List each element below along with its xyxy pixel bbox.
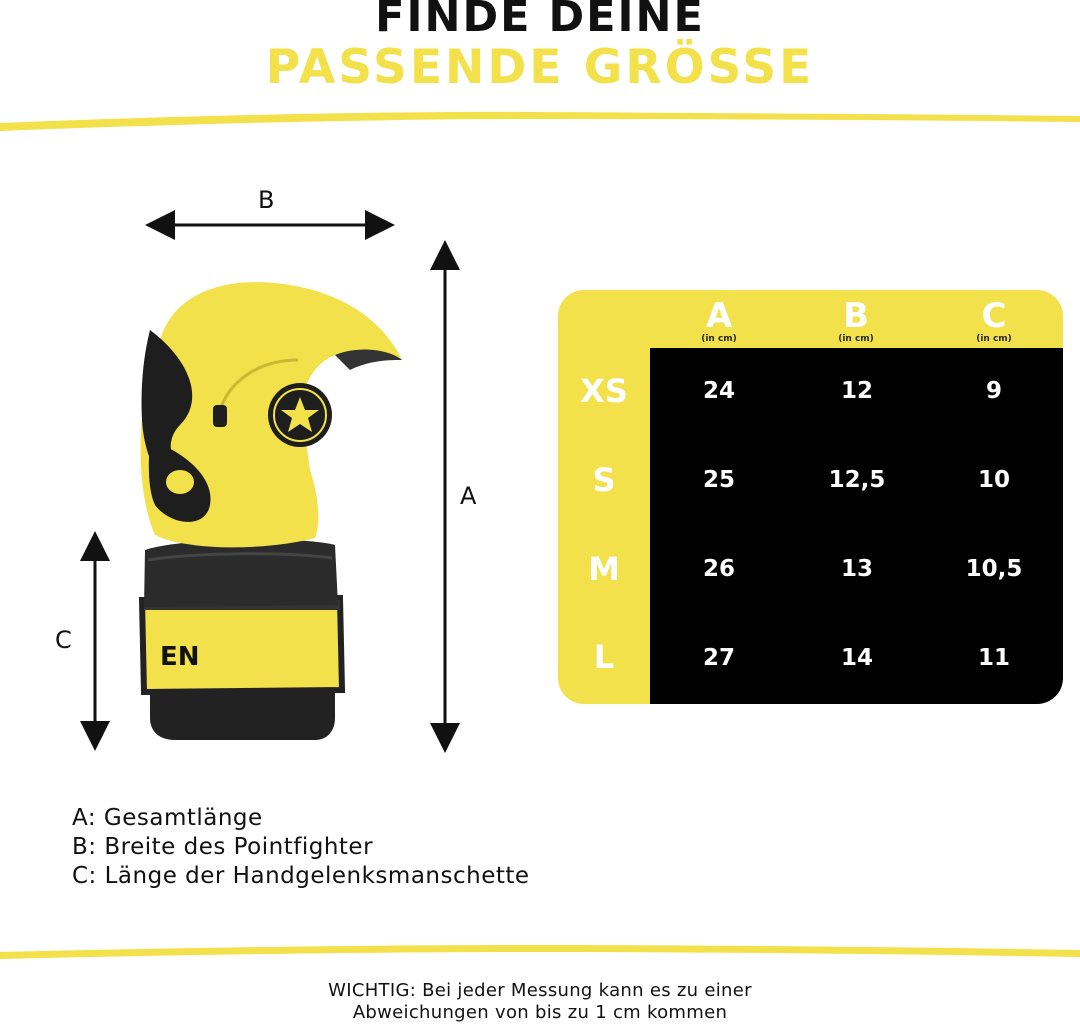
legend-item-b: B: Breite des Pointfighter <box>72 834 374 860</box>
column-header-c-label: C <box>981 296 1007 336</box>
table-cell: 11 <box>977 645 1010 671</box>
table-cell: 13 <box>840 556 873 582</box>
diagram-label-a: A <box>460 482 477 510</box>
column-header-b-unit: (in cm) <box>838 334 874 344</box>
bottom-divider <box>0 938 1080 968</box>
table-cell: 26 <box>702 556 735 582</box>
diagram-label-b: B <box>258 186 275 214</box>
table-cell: 10 <box>977 467 1010 493</box>
row-header-l: L <box>593 638 615 676</box>
note-line1: WICHTIG: Bei jeder Messung kann es zu einer <box>328 980 752 1001</box>
legend-item-c: C: Länge der Handgelenksmanschette <box>72 863 530 889</box>
table-cell: 24 <box>702 378 735 404</box>
column-header-b-label: B <box>843 296 869 336</box>
column-header-a <box>669 298 769 344</box>
page-title-line1: FINDE DEINE <box>375 0 705 42</box>
size-table <box>558 290 1063 704</box>
table-cell: 12 <box>840 378 873 404</box>
row-header-m: M <box>588 550 620 588</box>
row-header-xs: XS <box>580 372 628 410</box>
svg-text:EN: EN <box>160 642 200 672</box>
column-header-c <box>944 298 1044 344</box>
boxing-glove-image <box>120 260 420 750</box>
table-cell: 12,5 <box>828 467 886 493</box>
page-title-line2: PASSENDE GRÖSSE <box>265 40 815 95</box>
table-cell: 14 <box>840 645 873 671</box>
table-cell: 25 <box>702 467 735 493</box>
note-line2: Abweichungen von bis zu 1 cm kommen <box>352 1002 728 1023</box>
diagram-label-c: C <box>55 626 72 654</box>
table-cell: 10,5 <box>965 556 1023 582</box>
column-header-c-unit: (in cm) <box>976 334 1012 344</box>
column-header-b <box>806 298 906 344</box>
table-cell: 9 <box>985 378 1002 404</box>
row-header-s: S <box>592 461 616 499</box>
column-header-a-unit: (in cm) <box>701 334 737 344</box>
legend-item-a: A: Gesamtlänge <box>72 805 263 831</box>
column-header-a-label: A <box>705 296 733 336</box>
table-cell: 27 <box>702 645 735 671</box>
